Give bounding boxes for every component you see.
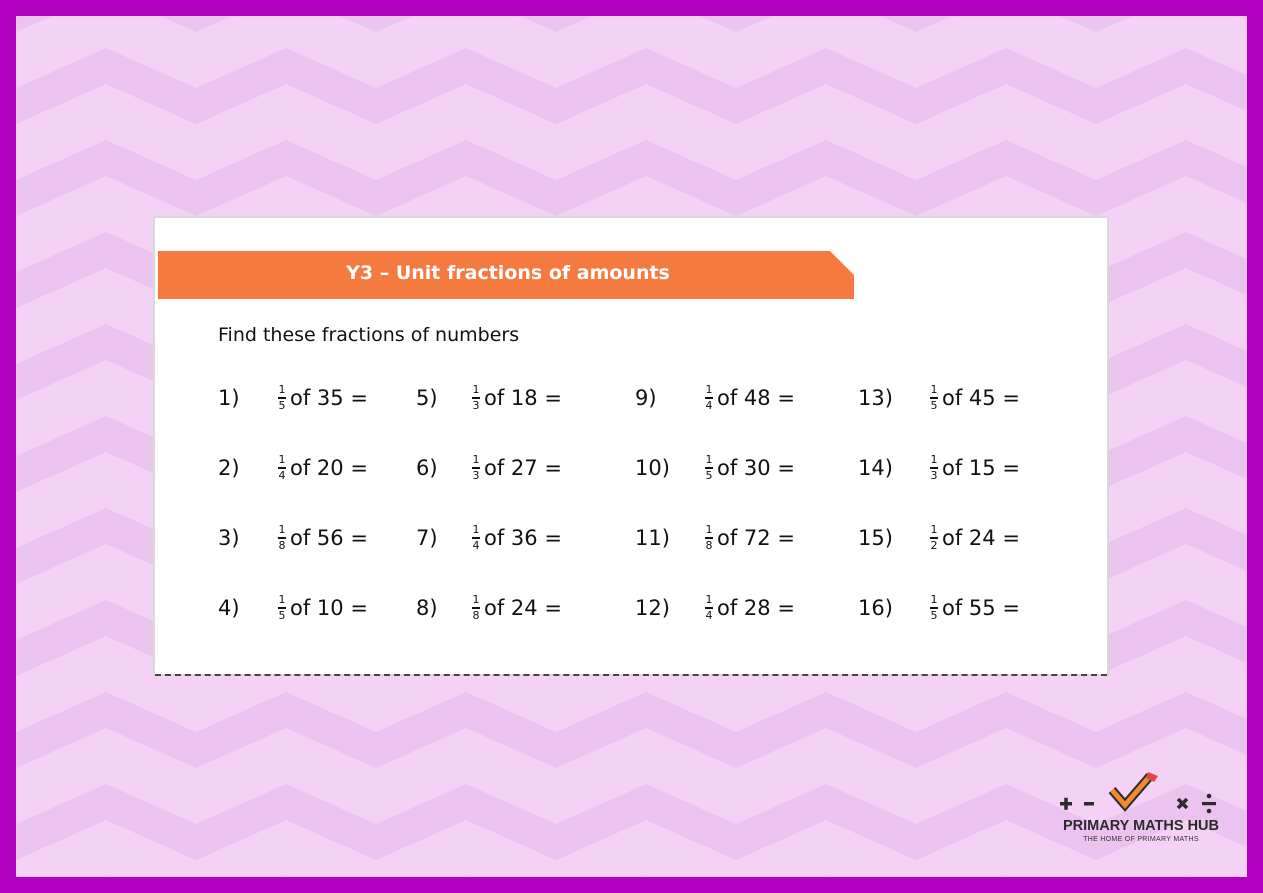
multiply-icon <box>1178 799 1187 808</box>
question-number: 15) <box>858 526 893 550</box>
question-item <box>416 516 562 560</box>
question-text: of 48 = <box>717 386 795 410</box>
fraction <box>705 384 713 412</box>
fraction-numerator: 1 <box>930 453 938 467</box>
fraction <box>472 384 480 412</box>
question-text: of 36 = <box>484 526 562 550</box>
question-text: of 18 = <box>484 386 562 410</box>
question-number: 4) <box>218 596 240 620</box>
question-text: of 10 = <box>290 596 368 620</box>
question-item <box>218 446 368 490</box>
fraction-numerator: 1 <box>278 523 286 537</box>
fraction-numerator: 1 <box>705 453 713 467</box>
plus-icon <box>1060 798 1072 810</box>
fraction-denominator: 8 <box>472 608 480 622</box>
chevron-band <box>16 876 1263 893</box>
fraction-numerator: 1 <box>278 383 286 397</box>
question-text: of 24 = <box>484 596 562 620</box>
chevron-band <box>16 692 1263 768</box>
question-item <box>858 516 1020 560</box>
question-text: of 24 = <box>942 526 1020 550</box>
chevron-band <box>16 140 1263 216</box>
fraction <box>705 524 713 552</box>
fraction <box>930 454 938 482</box>
fraction <box>705 454 713 482</box>
question-item <box>218 376 368 420</box>
question-item <box>635 376 795 420</box>
question-item <box>218 516 368 560</box>
fraction-denominator: 5 <box>930 398 938 412</box>
worksheet-card <box>153 216 1109 676</box>
fraction-denominator: 2 <box>930 538 938 552</box>
logo-tagline: THE HOME OF PRIMARY MATHS <box>1083 836 1199 843</box>
fraction <box>472 594 480 622</box>
question-number: 8) <box>416 596 438 620</box>
fraction-denominator: 4 <box>278 468 286 482</box>
fraction-numerator: 1 <box>472 383 480 397</box>
question-number: 12) <box>635 596 670 620</box>
question-item <box>858 446 1020 490</box>
question-number: 6) <box>416 456 438 480</box>
fraction-denominator: 5 <box>278 608 286 622</box>
title-banner <box>158 251 854 299</box>
chevron-band <box>16 48 1263 124</box>
question-text: of 45 = <box>942 386 1020 410</box>
question-text: of 20 = <box>290 456 368 480</box>
fraction-denominator: 3 <box>472 398 480 412</box>
question-text: of 35 = <box>290 386 368 410</box>
fraction <box>930 594 938 622</box>
fraction-denominator: 4 <box>705 398 713 412</box>
question-text: of 27 = <box>484 456 562 480</box>
fraction <box>278 384 286 412</box>
divide-icon <box>1202 794 1216 814</box>
question-text: of 30 = <box>717 456 795 480</box>
fraction-numerator: 1 <box>705 593 713 607</box>
chevron-band <box>16 16 1263 32</box>
question-number: 3) <box>218 526 240 550</box>
fraction-numerator: 1 <box>930 383 938 397</box>
fraction-denominator: 5 <box>278 398 286 412</box>
fraction <box>472 454 480 482</box>
question-number: 16) <box>858 596 893 620</box>
question-item <box>416 376 562 420</box>
question-number: 5) <box>416 386 438 410</box>
question-item <box>858 586 1020 630</box>
fraction-denominator: 5 <box>705 468 713 482</box>
fraction-numerator: 1 <box>930 593 938 607</box>
fraction-numerator: 1 <box>278 453 286 467</box>
fraction <box>930 384 938 412</box>
fraction-denominator: 8 <box>705 538 713 552</box>
instruction-text: Find these fractions of numbers <box>218 324 520 346</box>
tick-icon <box>1112 772 1158 805</box>
question-number: 10) <box>635 456 670 480</box>
fraction-numerator: 1 <box>278 593 286 607</box>
fraction-numerator: 1 <box>472 523 480 537</box>
fraction-denominator: 4 <box>705 608 713 622</box>
fraction-denominator: 3 <box>930 468 938 482</box>
question-item <box>635 586 795 630</box>
question-text: of 56 = <box>290 526 368 550</box>
question-text: of 15 = <box>942 456 1020 480</box>
fraction <box>278 454 286 482</box>
fraction <box>930 524 938 552</box>
question-item <box>858 376 1020 420</box>
fraction <box>278 594 286 622</box>
question-number: 11) <box>635 526 670 550</box>
fraction-numerator: 1 <box>705 523 713 537</box>
question-number: 1) <box>218 386 240 410</box>
fraction-denominator: 3 <box>472 468 480 482</box>
worksheet-title: Y3 – Unit fractions of amounts <box>346 262 670 284</box>
question-number: 2) <box>218 456 240 480</box>
question-item <box>218 586 368 630</box>
question-item <box>416 446 562 490</box>
fraction-numerator: 1 <box>472 593 480 607</box>
fraction <box>278 524 286 552</box>
fraction-denominator: 8 <box>278 538 286 552</box>
fraction-numerator: 1 <box>472 453 480 467</box>
question-item <box>635 516 795 560</box>
logo-symbols <box>1046 766 1236 816</box>
minus-icon <box>1084 802 1094 806</box>
question-number: 7) <box>416 526 438 550</box>
question-number: 13) <box>858 386 893 410</box>
question-text: of 55 = <box>942 596 1020 620</box>
cut-line <box>155 674 1107 676</box>
fraction-numerator: 1 <box>705 383 713 397</box>
fraction-numerator: 1 <box>930 523 938 537</box>
question-item <box>416 586 562 630</box>
question-number: 14) <box>858 456 893 480</box>
logo-name: PRIMARY MATHS HUB <box>1062 818 1219 834</box>
primary-maths-hub-logo <box>1046 766 1236 851</box>
fraction-denominator: 5 <box>930 608 938 622</box>
fraction <box>705 594 713 622</box>
question-item <box>635 446 795 490</box>
question-text: of 72 = <box>717 526 795 550</box>
question-number: 9) <box>635 386 657 410</box>
fraction-denominator: 4 <box>472 538 480 552</box>
question-text: of 28 = <box>717 596 795 620</box>
fraction <box>472 524 480 552</box>
